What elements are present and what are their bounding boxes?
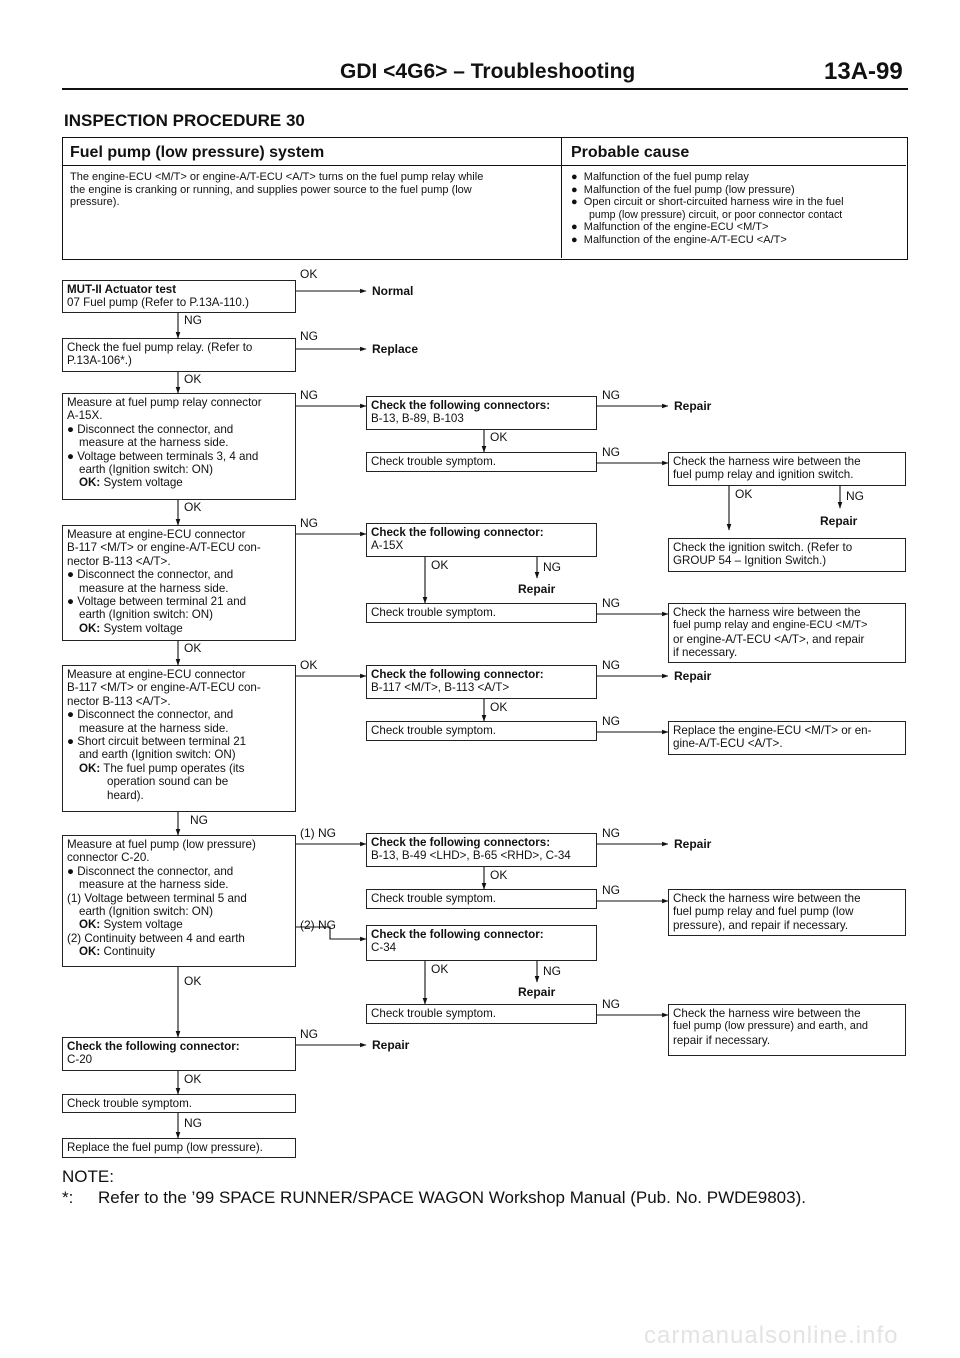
step-text: fuel pump relay and fuel pump (low: [673, 905, 854, 919]
step-text: P.13A-106*.): [67, 354, 132, 368]
step-text: B-13, B-49 <LHD>, B-65 <RHD>, C-34: [371, 849, 571, 863]
step-check-trouble-symptom: [62, 1094, 296, 1113]
label-ok: OK: [184, 500, 202, 514]
step-text: Disconnect the connector, and: [77, 568, 234, 582]
ok-criterion-label: OK:: [79, 476, 101, 490]
step-text: Check trouble symptom.: [371, 892, 497, 905]
step-measure-ecu-short: [62, 665, 296, 812]
step-text: System voltage: [103, 621, 183, 635]
step-text: Measure at fuel pump relay connector: [67, 396, 262, 409]
step-text: Check trouble symptom.: [371, 455, 497, 468]
section-title: INSPECTION PROCEDURE 30: [64, 111, 305, 130]
step-title: Check the following connectors:: [371, 399, 551, 412]
step-text: and earth (Ignition switch: ON): [79, 748, 236, 762]
label-ok: OK: [490, 868, 508, 882]
label-ng: NG: [602, 826, 620, 840]
page-number: 13A-99: [824, 58, 903, 85]
step-text: Voltage between terminal 21 and: [77, 595, 247, 609]
step-check-harness-relay-ecu: [668, 603, 906, 663]
label-ok: OK: [184, 974, 202, 988]
step-text: connector C-20.: [67, 851, 150, 865]
step-text: C-20: [67, 1053, 93, 1067]
step-measure-ecu-voltage: [62, 525, 296, 641]
step-text: (2) Continuity between 4 and earth: [67, 931, 245, 945]
step-text: Check the harness wire between the: [673, 455, 861, 468]
cause-item: ● Open circuit or short-circuited harness wire in the fuel: [571, 196, 844, 209]
step-text: operation sound can be: [107, 775, 229, 789]
step-text: Short circuit between terminal 21: [77, 735, 247, 749]
step-check-trouble-symptom: [366, 452, 597, 472]
watermark: carmanualsonline.info: [644, 1322, 899, 1349]
cause-item: ● Malfunction of the engine-ECU <M/T>: [571, 221, 769, 234]
label-ok: OK: [431, 962, 449, 976]
label-ok: OK: [184, 1072, 202, 1086]
step-text: Disconnect the connector, and: [77, 864, 234, 878]
step-text: earth (Ignition switch: ON): [79, 608, 214, 622]
step-text: System voltage: [103, 918, 183, 932]
label-ng: NG: [846, 489, 864, 503]
step-text: fuel pump (low pressure) and earth, and: [673, 1020, 869, 1033]
description-line: The engine-ECU <M/T> or engine-A/T-ECU <A/T> turns on the fuel pump relay while: [70, 171, 484, 183]
step-text: if necessary.: [673, 646, 738, 660]
step-text: Replace the engine-ECU <M/T> or en-: [673, 724, 872, 737]
page-header-title: GDI <4G6> – Troubleshooting: [340, 60, 636, 83]
step-text: (1) Voltage between terminal 5 and: [67, 891, 247, 905]
bullet-icon: ●: [67, 864, 75, 878]
label-ng: NG: [543, 964, 561, 978]
step-text: B-117 <M/T>, B-113 <A/T>: [371, 681, 510, 695]
label-ng: NG: [602, 596, 620, 610]
label-ng-1: (1) NG: [300, 826, 336, 840]
step-text: The fuel pump operates (its: [103, 761, 245, 775]
step-text: Check trouble symptom.: [371, 606, 497, 619]
result-repair: Repair: [518, 985, 556, 999]
step-text: A-15X.: [67, 409, 103, 423]
step-text: Continuity: [103, 945, 156, 959]
label-ok: OK: [184, 641, 202, 655]
step-title: Check the following connector:: [371, 928, 544, 941]
step-text: Check trouble symptom.: [371, 1007, 497, 1020]
note-title: NOTE:: [62, 1167, 114, 1186]
step-text: B-117 <M/T> or engine-A/T-ECU con-: [67, 681, 261, 695]
step-text: pressure), and repair if necessary.: [673, 918, 849, 932]
step-check-trouble-symptom: [366, 603, 597, 623]
note-mark: *:: [62, 1188, 74, 1207]
step-text: nector B-113 <A/T>.: [67, 694, 171, 708]
step-check-connectors-b13-b89-b103: [366, 396, 597, 430]
description-line: the engine is cranking or running, and supplies power source to the fuel pump (low: [70, 183, 472, 196]
table-right-header: Probable cause: [571, 144, 690, 161]
label-ok: OK: [184, 372, 202, 386]
label-ok: OK: [300, 658, 318, 672]
label-ng: NG: [602, 658, 620, 672]
step-check-connector-a15x: [366, 523, 597, 557]
ok-criterion-label: OK:: [79, 918, 101, 932]
ok-criterion-label: OK:: [79, 761, 101, 775]
cause-item-cont: pump (low pressure) circuit, or poor connector contact: [589, 208, 843, 221]
bullet-icon: ●: [67, 449, 75, 463]
cause-item: ● Malfunction of the fuel pump (low pressure): [571, 183, 795, 196]
label-ok: OK: [490, 430, 508, 444]
step-text: Check the fuel pump relay. (Refer to: [67, 341, 253, 354]
label-ok: OK: [735, 487, 753, 501]
cause-item: ● Malfunction of the engine-A/T-ECU <A/T>: [571, 233, 787, 246]
step-title: Check the following connector:: [371, 668, 544, 681]
step-text: earth (Ignition switch: ON): [79, 905, 214, 919]
step-text: A-15X: [371, 539, 404, 553]
step-text: B-117 <M/T> or engine-A/T-ECU con-: [67, 541, 261, 555]
step-text: Check the harness wire between the: [673, 1007, 861, 1020]
step-text: System voltage: [103, 476, 183, 490]
ok-criterion-label: OK:: [79, 945, 101, 959]
step-text: Measure at engine-ECU connector: [67, 668, 246, 681]
step-measure-fuel-pump-connector: [62, 835, 296, 967]
label-ng: NG: [602, 388, 620, 402]
step-text: Disconnect the connector, and: [77, 708, 234, 722]
bullet-icon: ●: [67, 422, 75, 436]
result-repair: Repair: [820, 514, 858, 528]
step-text: C-34: [371, 941, 397, 955]
step-check-trouble-symptom: [366, 889, 597, 909]
step-text: Check the ignition switch. (Refer to: [673, 541, 853, 554]
step-check-connector-c20: [62, 1037, 296, 1071]
result-normal: Normal: [372, 284, 414, 298]
label-ng: NG: [602, 445, 620, 459]
bullet-icon: ●: [67, 735, 75, 749]
description-line: pressure).: [70, 196, 120, 209]
result-repair: Repair: [372, 1038, 410, 1052]
step-check-harness-relay-ignition: [668, 452, 906, 486]
step-check-connector-c34: [366, 925, 597, 961]
step-text: Check trouble symptom.: [371, 724, 497, 737]
step-text: 07 Fuel pump (Refer to P.13A-110.): [67, 296, 249, 310]
label-ng: NG: [300, 329, 318, 343]
step-check-fuel-pump-relay: [62, 338, 296, 372]
bullet-icon: ●: [67, 595, 75, 609]
step-text: fuel pump relay and engine-ECU <M/T>: [673, 619, 868, 632]
step-replace-fuel-pump: [62, 1138, 296, 1158]
step-text: heard).: [107, 788, 144, 802]
step-text: Check the harness wire between the: [673, 892, 861, 905]
step-text: Check trouble symptom.: [67, 1097, 193, 1110]
label-ng: NG: [300, 388, 318, 402]
step-replace-engine-ecu: [668, 721, 906, 755]
label-ng: NG: [184, 313, 202, 327]
step-text: measure at the harness side.: [79, 436, 229, 450]
cause-item: ● Malfunction of the fuel pump relay: [571, 171, 749, 183]
step-text: B-13, B-89, B-103: [371, 412, 464, 426]
step-check-connector-b117-b113: [366, 665, 597, 699]
step-text: Measure at engine-ECU connector: [67, 528, 246, 541]
step-title: MUT-II Actuator test: [67, 283, 177, 296]
label-ng: NG: [300, 516, 318, 530]
result-replace: Replace: [372, 342, 419, 356]
step-check-harness-relay-pump: [668, 889, 906, 936]
label-ng: NG: [602, 714, 620, 728]
label-ng-2: (2) NG: [300, 918, 336, 932]
result-repair: Repair: [674, 669, 712, 683]
step-text: measure at the harness side.: [79, 581, 229, 595]
step-check-connectors-b13-b49-b65-c34: [366, 833, 597, 867]
step-text: GROUP 54 – Ignition Switch.): [673, 554, 827, 568]
label-ng: NG: [602, 883, 620, 897]
step-check-harness-pump-earth: [668, 1004, 906, 1056]
step-measure-relay-connector: [62, 393, 296, 500]
step-text: nector B-113 <A/T>.: [67, 554, 171, 568]
note-text: Refer to the ’99 SPACE RUNNER/SPACE WAGON Workshop Manual (Pub. No. PWDE9803).: [98, 1188, 806, 1207]
step-text: gine-A/T-ECU <A/T>.: [673, 737, 783, 751]
step-text: Disconnect the connector, and: [77, 422, 234, 436]
step-text: Voltage between terminals 3, 4 and: [77, 449, 259, 463]
label-ng: NG: [602, 997, 620, 1011]
step-mut-actuator-test: [62, 280, 296, 313]
label-ok: OK: [300, 267, 318, 281]
step-check-trouble-symptom: [366, 721, 597, 741]
label-ng: NG: [184, 1116, 202, 1130]
step-text: Replace the fuel pump (low pressure).: [67, 1141, 263, 1154]
result-repair: Repair: [674, 837, 712, 851]
step-text: measure at the harness side.: [79, 878, 229, 892]
bullet-icon: ●: [67, 708, 75, 722]
step-title: Check the following connector:: [67, 1040, 240, 1053]
step-check-ignition-switch: [668, 538, 906, 572]
label-ng: NG: [190, 813, 208, 827]
bullet-icon: ●: [67, 568, 75, 582]
step-check-trouble-symptom: [366, 1004, 597, 1024]
result-repair: Repair: [674, 399, 712, 413]
step-text: measure at the harness side.: [79, 721, 229, 735]
step-title: Check the following connector:: [371, 526, 544, 539]
step-text: Measure at fuel pump (low pressure): [67, 838, 256, 851]
ok-criterion-label: OK:: [79, 621, 101, 635]
step-text: earth (Ignition switch: ON): [79, 463, 214, 477]
step-text: or engine-A/T-ECU <A/T>, and repair: [673, 632, 865, 646]
step-title: Check the following connectors:: [371, 836, 551, 849]
label-ok: OK: [431, 558, 449, 572]
table-left-header: Fuel pump (low pressure) system: [70, 144, 325, 161]
label-ng: NG: [300, 1027, 318, 1041]
step-text: repair if necessary.: [673, 1033, 771, 1047]
step-text: fuel pump relay and ignition switch.: [673, 468, 854, 482]
result-repair: Repair: [518, 582, 556, 596]
label-ng: NG: [543, 560, 561, 574]
step-text: Check the harness wire between the: [673, 606, 861, 619]
label-ok: OK: [490, 700, 508, 714]
